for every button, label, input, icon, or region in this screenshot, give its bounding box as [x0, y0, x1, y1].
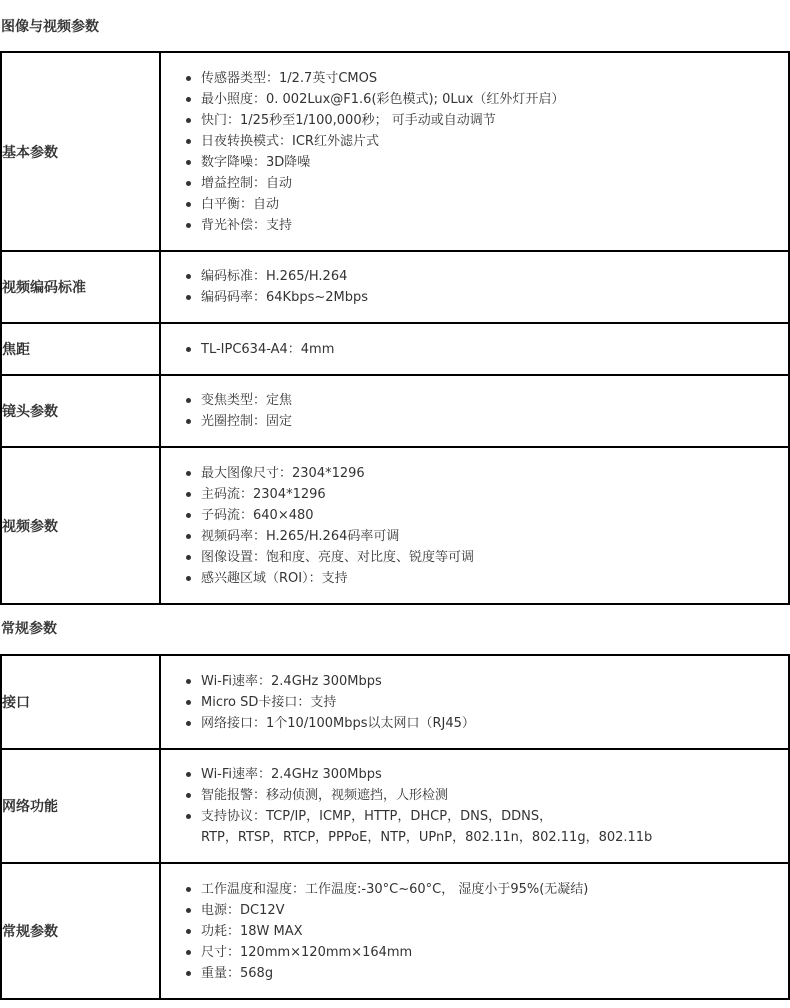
row-value-video-encoding — [160, 251, 789, 323]
spec-table-image-video — [0, 51, 790, 605]
list-item: 背光补偿：支持 — [201, 215, 788, 236]
row-label-video-encoding: 视频编码标准 — [1, 251, 160, 323]
spec-row-basic — [1, 52, 789, 251]
list-item: 编码标准：H.265/H.264 — [201, 266, 788, 287]
list-item: 图像设置：饱和度、亮度、对比度、锐度等可调 — [201, 547, 788, 568]
spec-row-focal-length — [1, 323, 789, 375]
spec-list — [161, 390, 788, 432]
list-item: 传感器类型：1/2.7英寸CMOS — [201, 68, 788, 89]
list-item: 数字降噪：3D降噪 — [201, 152, 788, 173]
list-item: 智能报警：移动侦测，视频遮挡，人形检测 — [201, 785, 788, 806]
list-item: 增益控制：自动 — [201, 173, 788, 194]
list-item: 白平衡：自动 — [201, 194, 788, 215]
list-item: Wi-Fi速率：2.4GHz 300Mbps — [201, 764, 788, 785]
row-value-video — [160, 447, 789, 604]
list-item: 快门：1/25秒至1/100,000秒； 可手动或自动调节 — [201, 110, 788, 131]
spec-row-lens — [1, 375, 789, 447]
spec-row-video-encoding — [1, 251, 789, 323]
spec-list — [161, 266, 788, 308]
spec-list — [161, 764, 788, 848]
row-label-video: 视频参数 — [1, 447, 160, 604]
row-label-basic: 基本参数 — [1, 52, 160, 251]
row-value-interface — [160, 655, 789, 749]
list-item: 编码码率：64Kbps~2Mbps — [201, 287, 788, 308]
row-value-general — [160, 863, 789, 999]
row-value-basic — [160, 52, 789, 251]
list-item: 尺寸：120mm×120mm×164mm — [201, 942, 788, 963]
spec-row-video — [1, 447, 789, 604]
list-item: 重量：568g — [201, 963, 788, 984]
list-item: Wi-Fi速率：2.4GHz 300Mbps — [201, 671, 788, 692]
row-label-network: 网络功能 — [1, 749, 160, 863]
list-item: 光圈控制：固定 — [201, 411, 788, 432]
spec-row-interface — [1, 655, 789, 749]
row-label-focal-length: 焦距 — [1, 323, 160, 375]
spec-list — [161, 671, 788, 734]
row-label-general: 常规参数 — [1, 863, 160, 999]
list-item: 功耗：18W MAX — [201, 921, 788, 942]
spec-list — [161, 339, 788, 360]
spec-list — [161, 463, 788, 589]
spec-list — [161, 879, 788, 984]
list-item: 子码流：640×480 — [201, 505, 788, 526]
list-item-continuation: RTP，RTSP，RTCP，PPPoE，NTP，UPnP，802.11n，802.11g，802.11b — [201, 830, 653, 845]
row-label-lens: 镜头参数 — [1, 375, 160, 447]
list-item: 主码流：2304*1296 — [201, 484, 788, 505]
spec-table-general — [0, 654, 790, 1000]
list-item: 工作温度和湿度：工作温度:-30°C~60°C， 湿度小于95%(无凝结) — [201, 879, 788, 900]
list-item: TL-IPC634-A4：4mm — [201, 339, 788, 360]
list-item: 支持协议：TCP/IP，ICMP，HTTP，DHCP，DNS，DDNS， — [201, 806, 788, 827]
spec-row-general — [1, 863, 789, 999]
list-item: 网络接口：1个10/100Mbps以太网口（RJ45） — [201, 713, 788, 734]
list-item: 最小照度：0. 002Lux@F1.6(彩色模式); 0Lux（红外灯开启） — [201, 89, 788, 110]
row-label-interface: 接口 — [1, 655, 160, 749]
row-value-network — [160, 749, 789, 863]
list-item: Micro SD卡接口：支持 — [201, 692, 788, 713]
list-item: 日夜转换模式：ICR红外滤片式 — [201, 131, 788, 152]
section-title-image-video: 图像与视频参数 — [1, 19, 99, 35]
list-item: 最大图像尺寸：2304*1296 — [201, 463, 788, 484]
row-value-lens — [160, 375, 789, 447]
list-item: 感兴趣区域（ROI）：支持 — [201, 568, 788, 589]
list-item: 视频码率：H.265/H.264码率可调 — [201, 526, 788, 547]
section-title-general: 常规参数 — [1, 621, 57, 637]
row-value-focal-length — [160, 323, 789, 375]
list-item: 电源：DC12V — [201, 900, 788, 921]
list-item: 变焦类型：定焦 — [201, 390, 788, 411]
spec-row-network — [1, 749, 789, 863]
spec-list — [161, 68, 788, 236]
